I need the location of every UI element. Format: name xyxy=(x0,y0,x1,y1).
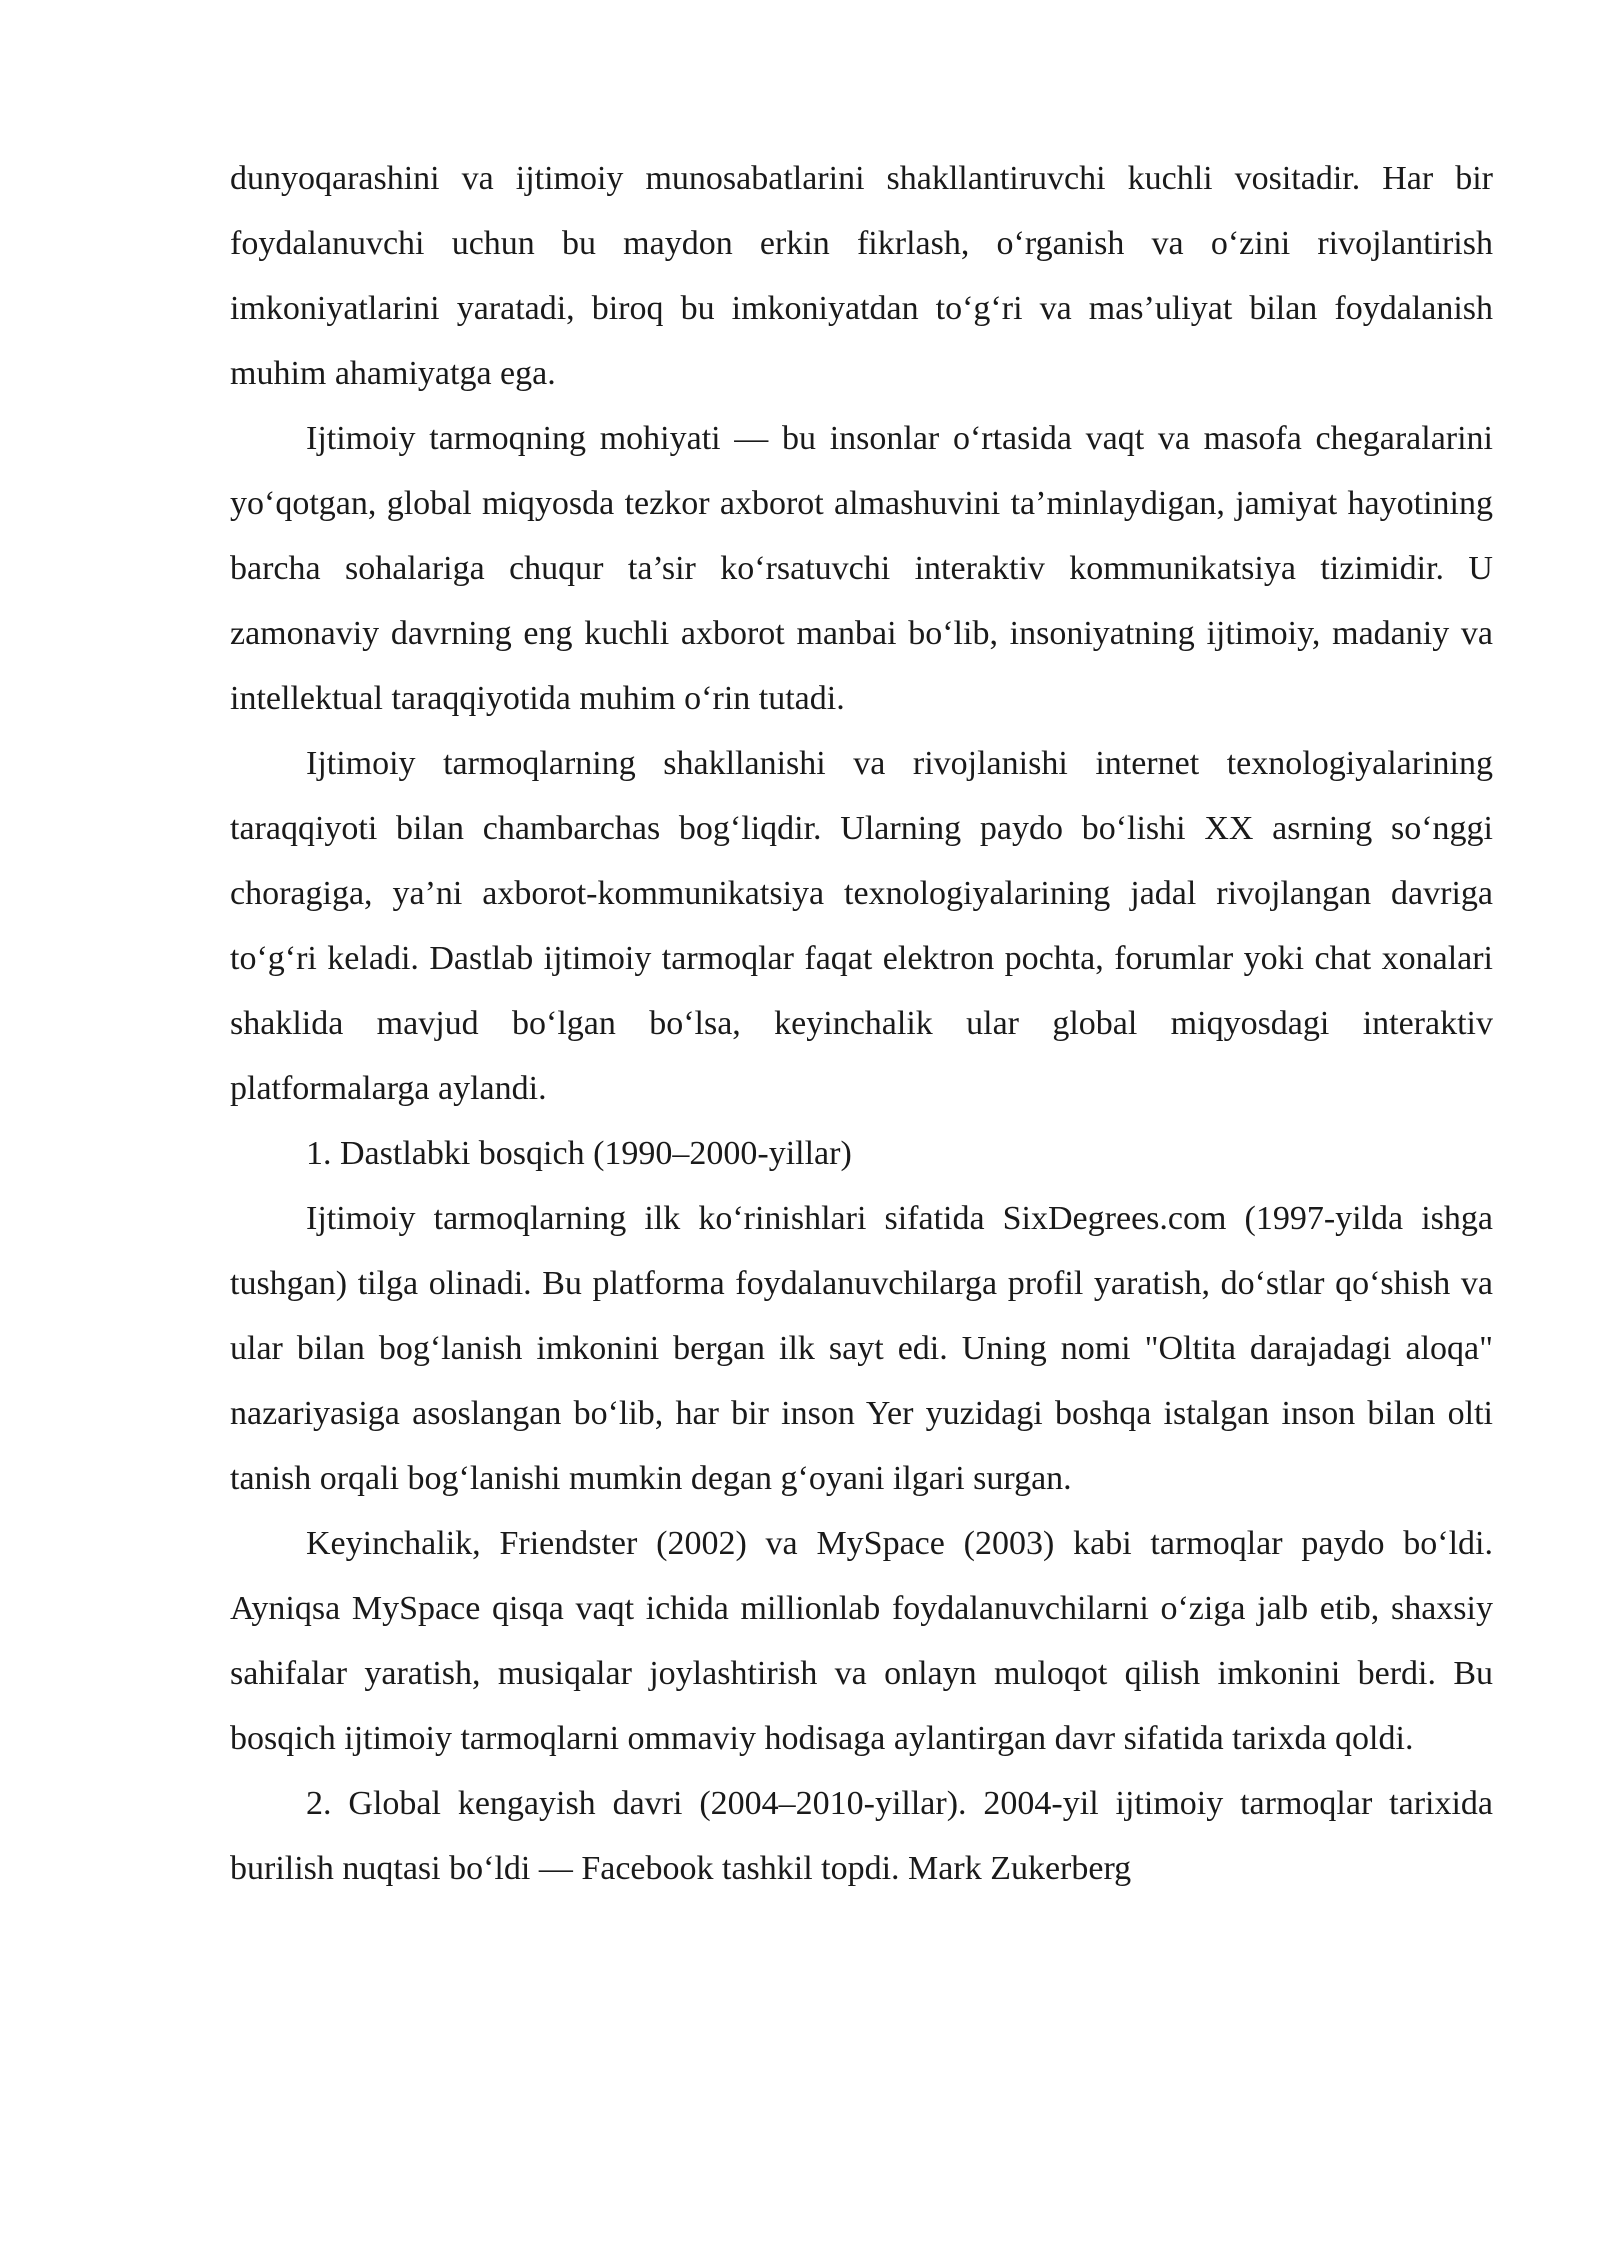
paragraph-sixdegrees: Ijtimoiy tarmoqlarning ilk ko‘rinishlari sifatida SixDegrees.com (1997-yilda ishga tushgan) tilga olinadi. Bu platforma foydalanuvchilarga profil yaratish, do‘stlar qo‘shish va ular bilan bog‘lanish imkonini bergan ilk sayt edi. Uning nomi "Oltita darajadagi aloqa" nazariyasiga asoslangan bo‘lib, har bir inson Yer yuzidagi boshqa istalgan inson bilan olti tanish orqali bog‘lanishi mumkin degan g‘oyani ilgari surgan. xyxy=(230,1200,1493,1497)
paragraph-essence: Ijtimoiy tarmoqning mohiyati — bu insonlar o‘rtasida vaqt va masofa chegaralarini yo‘qotgan, global miqyosda tezkor axborot almashuvini ta’minlaydigan, jamiyat hayotining barcha sohalariga chuqur ta’sir ko‘rsatuvchi interaktiv kommunikatsiya tizimidir. U zamonaviy davrning eng kuchli axborot manbai bo‘lib, insoniyatning ijtimoiy, madaniy va intellektual taraqqiyotida muhim o‘rin tutadi. xyxy=(230,420,1493,717)
paragraph-formation: Ijtimoiy tarmoqlarning shakllanishi va rivojlanishi internet texnologiyalarining taraqqiyoti bilan chambarchas bog‘liqdir. Ularning paydo bo‘lishi XX asrning so‘nggi choragiga, ya’ni axborot-kommunikatsiya texnologiyalarining jadal rivojlangan davriga to‘g‘ri keladi. Dastlab ijtimoiy tarmoqlar faqat elektron pochta, forumlar yoki chat xonalari shaklida mavjud bo‘lgan bo‘lsa, keyinchalik ular global miqyosdagi interaktiv platformalarga aylandi. xyxy=(230,745,1493,1107)
paragraph-friendster-myspace: Keyinchalik, Friendster (2002) va MySpace (2003) kabi tarmoqlar paydo bo‘ldi. Ayniqsa MySpace qisqa vaqt ichida millionlab foydalanuvchilarni o‘ziga jalb etib, shaxsiy sahifalar yaratish, musiqalar joylashtirish va onlayn muloqot qilish imkonini berdi. Bu bosqich ijtimoiy tarmoqlarni ommaviy hodisaga aylantirgan davr sifatida tarixda qoldi. xyxy=(230,1525,1493,1757)
section-heading-stage-1: 1. Dastlabki bosqich (1990–2000-yillar) xyxy=(306,1135,852,1172)
paragraph-continuation: dunyoqarashini va ijtimoiy munosabatlarini shakllantiruvchi kuchli vositadir. Har bir foydalanuvchi uchun bu maydon erkin fikrlash, o‘rganish va o‘zini rivojlantirish imkoniyatlarini yaratadi, biroq bu imkoniyatdan to‘g‘ri va mas’uliyat bilan foydalanish muhim ahamiyatga ega. xyxy=(230,160,1493,392)
body-text xyxy=(230,146,1493,1901)
paragraph-global-expansion: 2. Global kengayish davri (2004–2010-yillar). 2004-yil ijtimoiy tarmoqlar tarixida burilish nuqtasi bo‘ldi — Facebook tashkil topdi. Mark Zukerberg xyxy=(230,1785,1493,1887)
